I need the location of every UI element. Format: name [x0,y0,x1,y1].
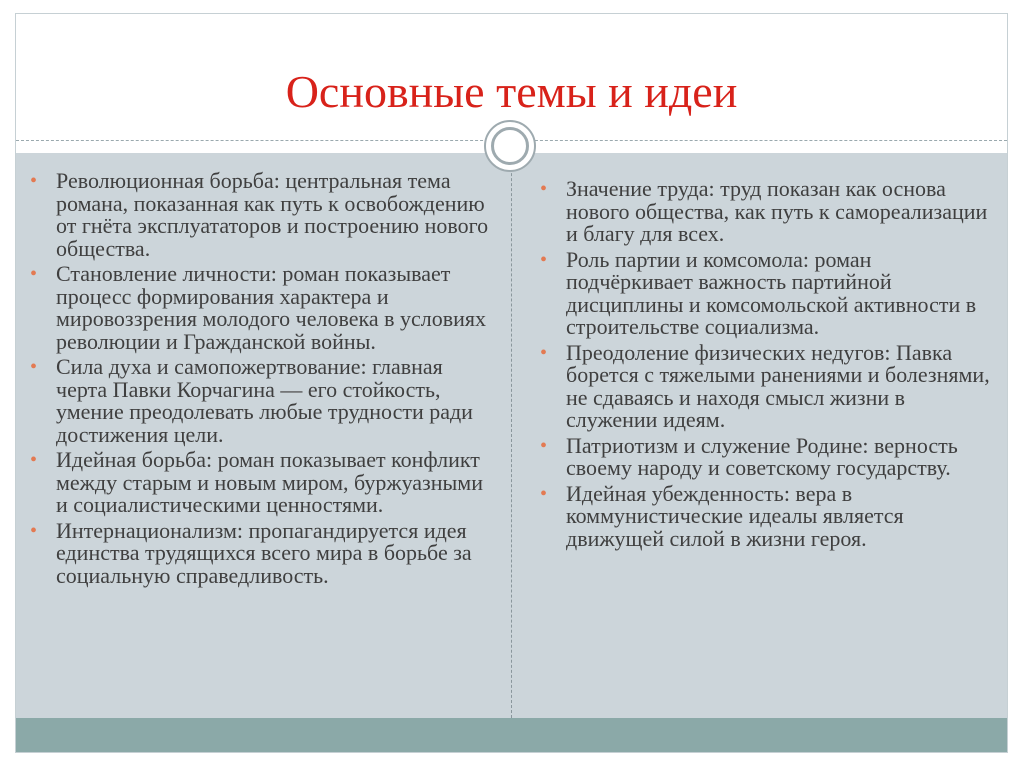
left-bullet-list [30,170,498,590]
list-item-text: Идейная борьба: роман показывает конфликт между старым и новым миром, буржуазными и социалистическими ценностями. [56,447,484,517]
circle-ornament-inner [491,127,529,165]
list-item [30,263,498,353]
list-item [540,246,990,339]
list-item [30,356,498,446]
list-item-text: Преодоление физических недугов: Павка борется с тяжелыми ранениями и болезнями, не сдаваясь и находя смысл жизни в служении идеям. [566,339,990,432]
bullet-icon: • [540,434,548,457]
bullet-icon: • [30,519,38,542]
list-item-text: Интернационализм: пропагандируется идея единства трудящихся всего мира в борьбе за социальную справедливость. [56,517,472,588]
list-item-text: Патриотизм и служение Родине: верность своему народу и советскому государству. [566,432,958,480]
list-item-text: Сила духа и самопожертвование: главная черта Павки Корчагина — его стойкость, умение преодолевать любые трудности ради достижения цели. [56,354,473,447]
list-item-text: Революционная борьба: центральная тема романа, показанная как путь к освобождению от гнёта эксплуататоров и построению нового общества. [56,168,489,261]
list-item [540,432,990,480]
circle-ornament-icon [484,120,536,172]
bullet-icon: • [540,178,548,200]
list-item [30,517,498,588]
column-divider [511,153,512,718]
bullet-icon: • [540,341,548,364]
list-item-text: Становление личности: роман показывает процесс формирования характера и мировоззрения молодого человека в условиях революции и Гражданской войны. [56,261,487,354]
bullet-icon: • [30,170,38,192]
bullet-icon: • [30,356,38,378]
bullet-icon: • [30,449,38,471]
list-item [540,339,990,432]
list-item-text: Идейная убежденность: вера в коммунистические идеалы является движущей силой в жизни героя. [566,480,904,551]
bullet-icon: • [30,263,38,285]
footer-bar [16,718,1007,752]
bullet-icon: • [540,482,548,505]
right-bullet-list [540,178,990,553]
list-item-text: Значение труда: труд показан как основа нового общества, как путь к самореализации и благу для всех. [566,176,988,246]
list-item [540,480,990,551]
slide-title: Основные темы и идеи [285,66,738,117]
list-item-text: Роль партии и комсомола: роман подчёркивает важность партийной дисциплины и комсомольской активности в строительстве социализма. [566,246,977,339]
list-item [30,449,498,517]
list-item [540,178,990,246]
bullet-icon: • [540,248,548,271]
list-item [30,170,498,260]
